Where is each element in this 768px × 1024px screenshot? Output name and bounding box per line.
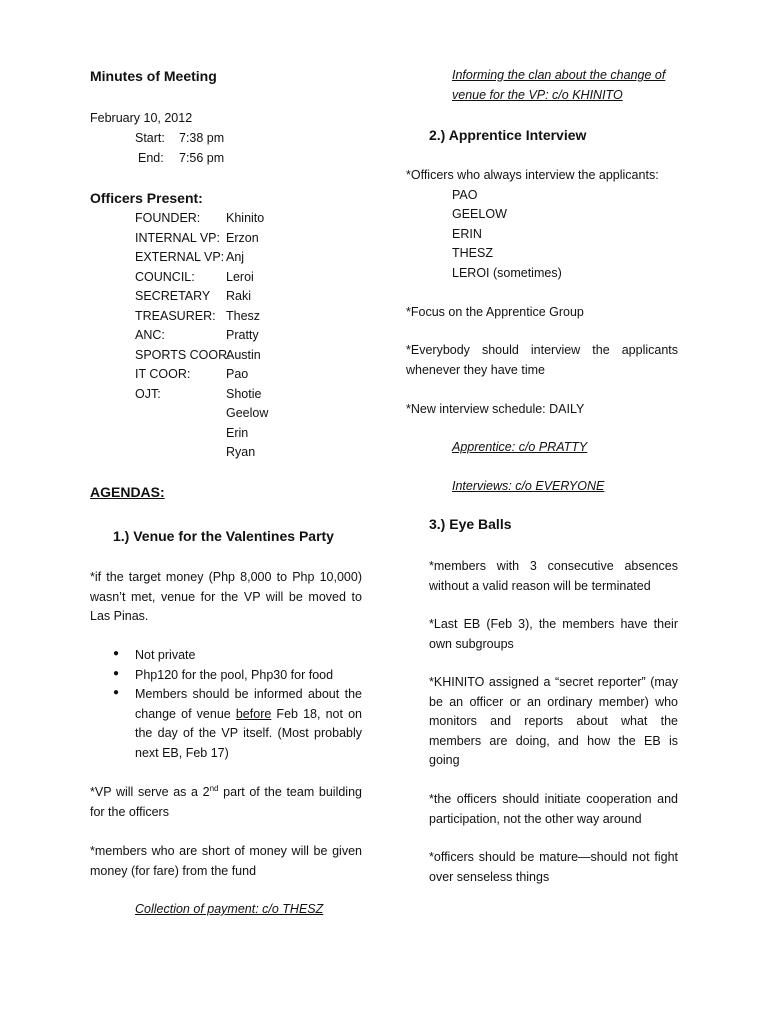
- officers-heading: Officers Present:: [90, 190, 203, 206]
- meeting-date: February 10, 2012: [90, 111, 193, 125]
- schedule-note: *New interview schedule: DAILY: [406, 402, 585, 416]
- eb-note: *KHINITO assigned a “secret reporter” (may be an officer or an ordinary member) who monitors and reports about what the members are doing, and how the EB is going: [429, 675, 678, 767]
- officer-role: IT COOR:: [135, 367, 191, 381]
- officer-name: Erzon: [226, 231, 259, 245]
- document-title: Minutes of Meeting: [90, 68, 217, 84]
- officer-name: Raki: [226, 289, 252, 303]
- agenda-1-paragraph: *if the target money (Php 8,000 to Php 10,000) wasn’t met, venue for the VP will be moved to Las Pinas.: [90, 570, 362, 623]
- interviewer-name: GEELOW: [452, 207, 507, 221]
- apprentice-note: Apprentice: c/o PRATTY: [452, 440, 588, 454]
- interviewers-intro: *Officers who always interview the applicants:: [406, 168, 659, 182]
- officer-role: FOUNDER:: [135, 211, 201, 225]
- officer-name: Leroi: [226, 270, 254, 284]
- officer-role: ANC:: [135, 328, 165, 342]
- agenda-1-vp-note: *VP will serve as a 2nd part of the team building for the officers: [90, 783, 362, 819]
- officer-name: Khinito: [226, 211, 265, 225]
- officer-name: Ryan: [226, 445, 256, 459]
- bullet-item: Members should be informed about the change of venue before Feb 18, not on the day of the VP itself. (Most probably next EB, Feb 17): [135, 687, 362, 760]
- officer-name: Shotie: [226, 387, 262, 401]
- officer-role: SPORTS COOR:: [135, 348, 231, 362]
- eb-note: *officers should be mature—should not fight over senseless things: [429, 850, 678, 884]
- bullet-icon: ●: [113, 687, 120, 698]
- officer-name: Pao: [226, 367, 249, 381]
- end-time: 7:56 pm: [179, 151, 225, 165]
- officer-role: COUNCIL:: [135, 270, 195, 284]
- eb-note: *members with 3 consecutive absences without a valid reason will be terminated: [429, 559, 678, 593]
- interviewer-name: THESZ: [452, 246, 493, 260]
- everybody-note: *Everybody should interview the applicants whenever they have time: [406, 343, 678, 377]
- bullet-icon: ●: [113, 648, 120, 659]
- officer-name: Pratty: [226, 328, 259, 342]
- bullet-icon: ●: [113, 668, 120, 679]
- informing-note: Informing the clan about the change of venue for the VP: c/o KHINITO: [452, 68, 666, 102]
- agenda-3-title: 3.) Eye Balls: [429, 516, 512, 532]
- officer-role: OJT:: [135, 387, 161, 401]
- focus-note: *Focus on the Apprentice Group: [406, 305, 584, 319]
- interviews-note: Interviews: c/o EVERYONE: [452, 479, 605, 493]
- agendas-heading: AGENDAS:: [90, 484, 165, 500]
- officer-role: EXTERNAL VP:: [135, 250, 225, 264]
- eb-note: *Last EB (Feb 3), the members have their own subgroups: [429, 617, 678, 651]
- officer-role: INTERNAL VP:: [135, 231, 220, 245]
- interviewer-name: ERIN: [452, 227, 482, 241]
- interviewer-name: PAO: [452, 188, 478, 202]
- officer-name: Erin: [226, 426, 249, 440]
- eb-note: *the officers should initiate cooperation and participation, not the other way around: [429, 792, 678, 826]
- interviewer-name: LEROI (sometimes): [452, 266, 562, 280]
- officer-name: Thesz: [226, 309, 261, 323]
- agenda-1-fund-note: *members who are short of money will be given money (for fare) from the fund: [90, 844, 362, 878]
- officer-name: Austin: [226, 348, 261, 362]
- officer-role: TREASURER:: [135, 309, 216, 323]
- start-label: Start:: [135, 131, 165, 145]
- bullet-item: Php120 for the pool, Php30 for food: [135, 668, 334, 682]
- officer-role: SECRETARY: [135, 289, 211, 303]
- end-label: End:: [138, 151, 164, 165]
- collection-note: Collection of payment: c/o THESZ: [135, 902, 324, 916]
- officer-name: Geelow: [226, 406, 269, 420]
- officer-name: Anj: [226, 250, 245, 264]
- start-time: 7:38 pm: [179, 131, 225, 145]
- agenda-2-title: 2.) Apprentice Interview: [429, 127, 587, 143]
- bullet-item: Not private: [135, 648, 196, 662]
- agenda-1-title: 1.) Venue for the Valentines Party: [113, 528, 334, 544]
